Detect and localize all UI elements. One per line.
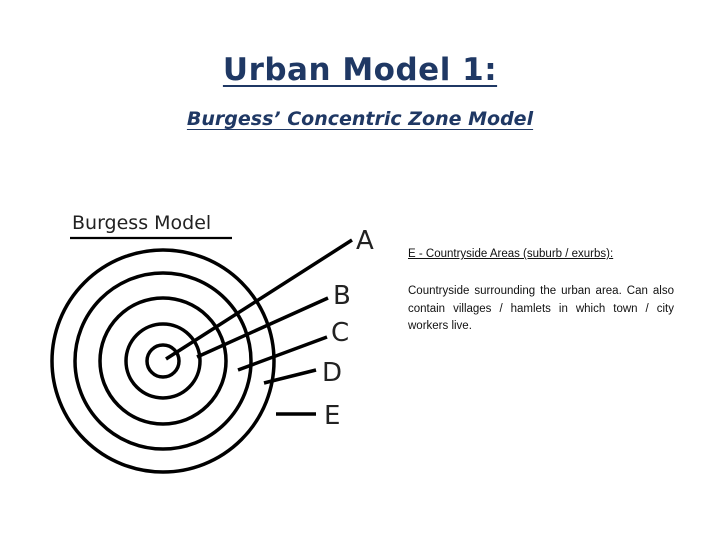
zone-ring-c <box>100 298 226 424</box>
zone-label-e: E <box>324 401 341 431</box>
zone-label-d: D <box>322 358 343 388</box>
zone-ring-b <box>126 324 200 398</box>
slide-subtitle: Burgess’ Concentric Zone Model <box>186 108 534 130</box>
zone-label-c: C <box>331 318 350 348</box>
diagram-label: Burgess Model <box>72 212 212 234</box>
zone-description-body: Countryside surrounding the urban area. Can also contain villages / hamlets in which town / city workers live. <box>408 285 674 332</box>
zone-label-a: A <box>356 226 374 256</box>
zone-ring-e <box>52 250 274 472</box>
slide-title: Urban Model 1: <box>222 52 498 88</box>
zone-label-b: B <box>333 281 351 311</box>
zone-description-heading: E - Countryside Areas (suburb / exurbs): <box>408 248 614 260</box>
zone-description <box>408 246 674 335</box>
zone-ring-a <box>147 345 179 377</box>
